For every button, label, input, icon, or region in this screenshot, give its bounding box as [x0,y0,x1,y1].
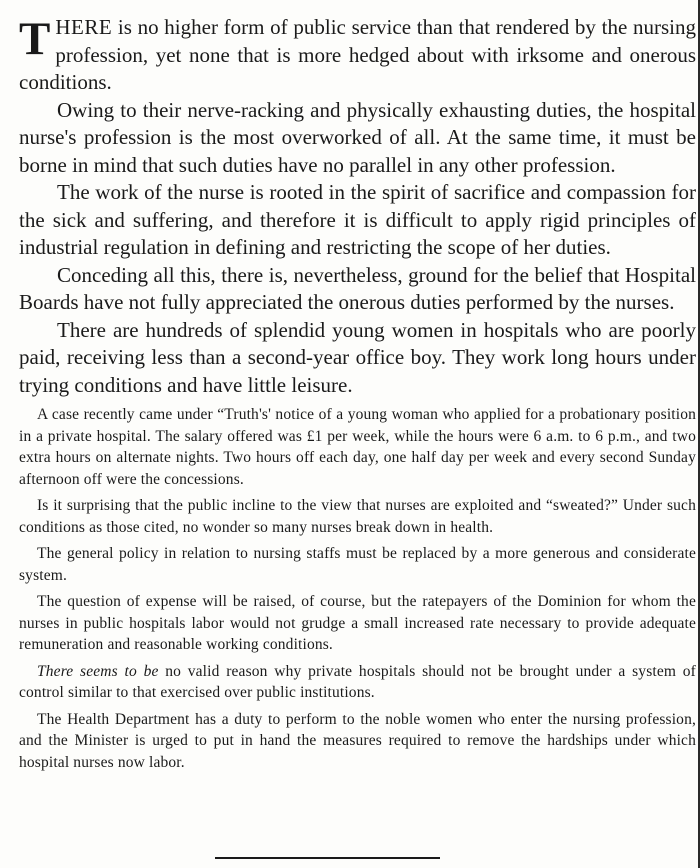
body-paragraph-4: The question of expense will be raised, of course, but the ratepayers of the Dominion for whom the nurses in public hospitals labor would not grudge a small increased rate necessary to provide adequate remuneration and reasonable working conditions. [19,593,696,653]
lead-caps: HERE [55,15,113,39]
drop-cap: T [19,13,51,65]
body-paragraph-1: A case recently came under “Truth's' notice of a young woman who applied for a probationary position in a private hospital. The salary offered was £1 per week, while the hours were 6 a.m. to 6 p.m., and two extra hours on alternate nights. Two hours off each day, one half day per week and every second Sunday afternoon off were the concessions. [19,406,696,488]
italic-lead-in: There seems to be [37,662,159,680]
lead-text: is no higher form of public service than that rendered by the nursing profession, yet none that is more hedged about with irksome and onerous conditions. [19,15,696,94]
lead-paragraph-5: There are hundreds of splendid young women in hospitals who are poorly paid, receiving less than a second-year office boy. They work long hours under trying conditions and have little leisure. [19,317,696,397]
lead-paragraph-1 [19,14,696,97]
body-paragraph-5 [19,661,696,704]
body-paragraph-6: The Health Department has a duty to perform to the noble women who enter the nursing profession, and the Minister is urged to put in hand the measures required to remove the hardships under which hospital nurses now labor. [19,710,696,771]
body-paragraph-2: Is it surprising that the public incline to the view that nurses are exploited and “sweated?” Under such conditions as those cited, no wonder so many nurses break down in health. [19,497,696,536]
body-paragraph-5-text: no valid reason why private hospitals should not be brought under a system of control similar to that exercised over public institutions. [19,662,696,701]
lead-paragraph-2: Owing to their nerve-racking and physically exhausting duties, the hospital nurse's profession is the most overworked of all. At the same time, it must be borne in mind that such duties have no parallel in any other profession. [19,97,696,177]
body-paragraph-3: The general policy in relation to nursing staffs must be replaced by a more generous and considerate system. [19,545,696,584]
end-rule [215,857,440,859]
lead-paragraph-3: The work of the nurse is rooted in the spirit of sacrifice and compassion for the sick and suffering, and therefore it is difficult to apply rigid principles of industrial regulation in defining and restricting the scope of her duties. [19,180,696,259]
lead-paragraph-4: Conceding all this, there is, nevertheless, ground for the belief that Hospital Boards have not fully appreciated the onerous duties performed by the nurses. [19,262,696,314]
